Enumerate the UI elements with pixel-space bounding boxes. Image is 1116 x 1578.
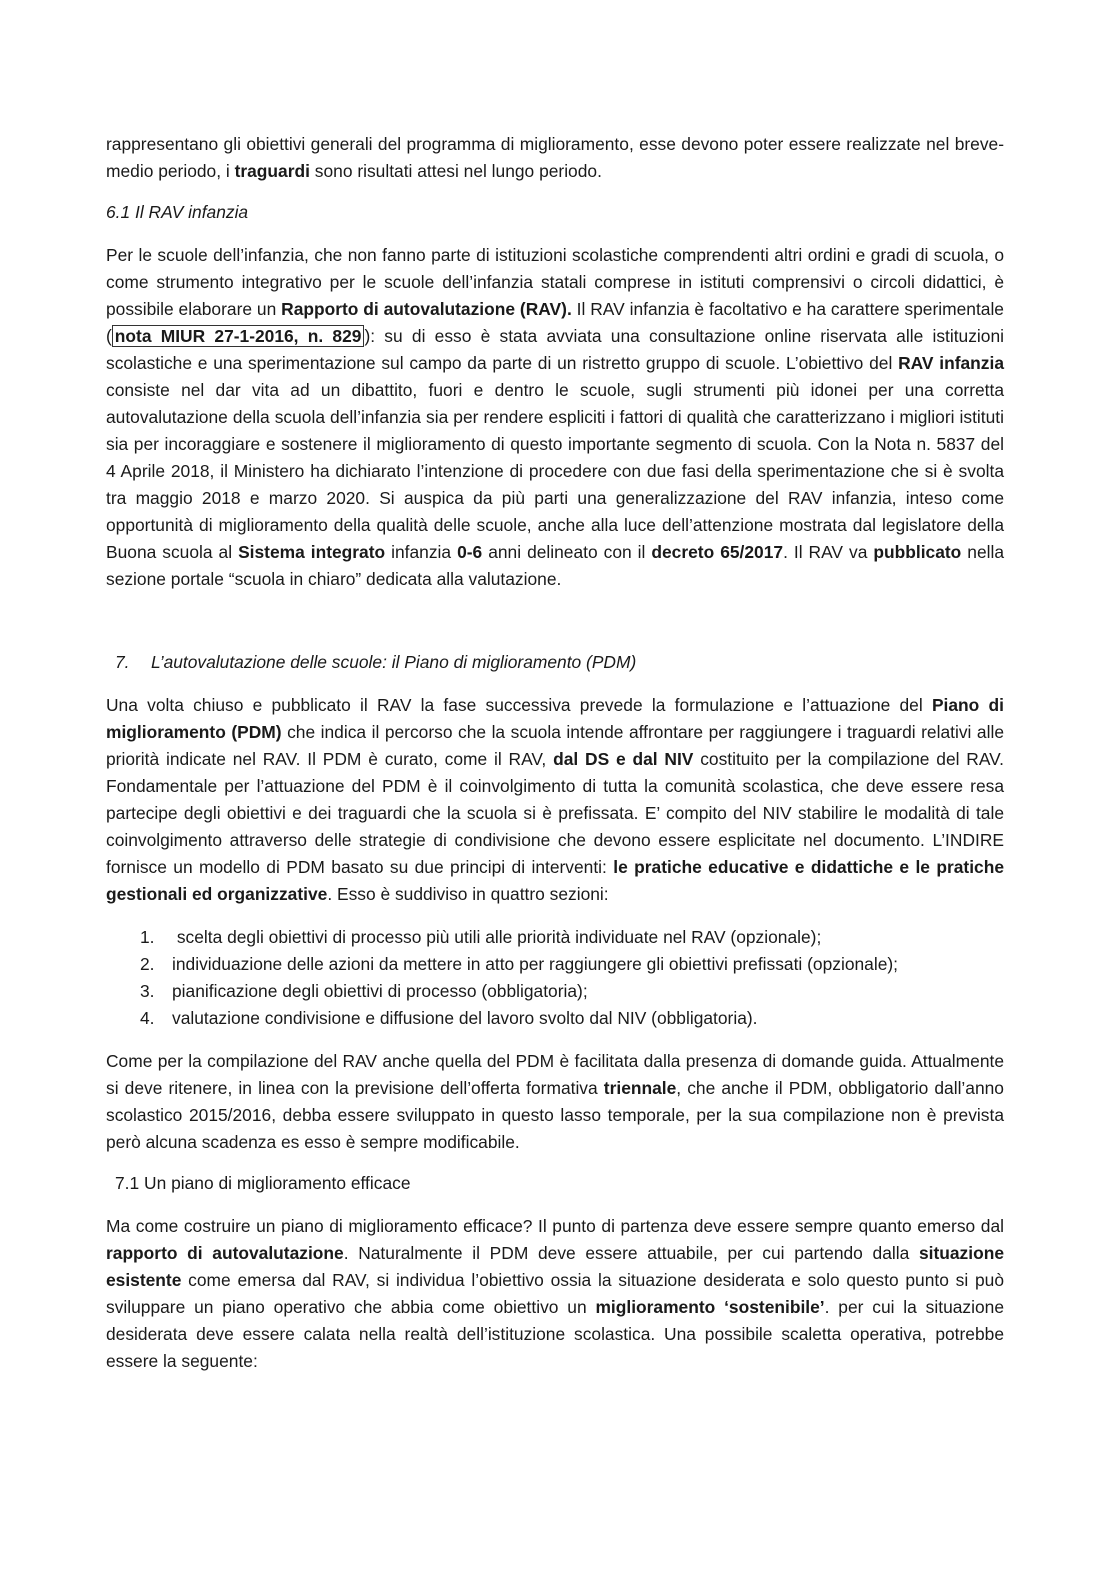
text-run: anni delineato con il [482,542,652,562]
intro-text: sono risultati attesi nel lungo periodo. [309,161,602,181]
document-page [106,131,1004,1375]
section-title: L’autovalutazione delle scuole: il Piano di miglioramento (PDM) [151,652,637,672]
section-6-1-paragraph [106,242,1004,593]
list-number: 2. [140,954,155,974]
bold-run: rapporto di autovalutazione [106,1243,344,1263]
bold-run: Piano di miglioramento (PDM) [106,695,1004,742]
note-reference-link[interactable]: nota MIUR 27-1-2016, n. 829 [112,325,365,347]
text-run: costituito per la compilazione del RAV. Fondamentale per l’attuazione del PDM è il coinvolgimento di tutta la comunità scolastica, che deve essere resa partecipe degli obiettivi e dei traguardi che la scuola si è prefissata. E’ compito del NIV stabilire le modalità di tale coinvolgimento attraverso delle strategie di condivisione che devono essere esplicitate nel documento. L’INDIRE fornisce un modello di PDM basato su due principi di interventi: [106,749,1004,877]
list-item [140,951,1004,978]
text-run: ): su di esso è stata avviata una consultazione online riservata alle istituzioni scolastiche e una sperimentazione sul campo da parte di un ristretto gruppo di scuole. L’obiettivo del [106,326,1004,373]
section-number: 7. [115,652,130,672]
bold-run: triennale [603,1078,677,1098]
intro-bold: traguardi [234,161,310,181]
section-7-heading [106,649,1004,676]
text-run: Ma come costruire un piano di miglioramento efficace? Il punto di partenza deve essere sempre quanto emerso dal [106,1216,1004,1236]
bold-run: le pratiche educative e didattiche e le pratiche gestionali ed organizzative [106,857,1004,904]
list-number: 4. [140,1008,155,1028]
text-run: Per le scuole dell’infanzia, che non fanno parte di istituzioni scolastiche comprendenti altri ordini e gradi di scuola, o come strumento integrativo per le scuole dell’infanzia statali comprese in istituti comprensivi o circoli didattici, è possibile elaborare un [106,245,1004,319]
bold-run: Rapporto di autovalutazione (RAV). [281,299,572,319]
bold-run: Sistema integrato [238,542,386,562]
text-run: . per cui la situazione desiderata deve essere calata nella realtà dell’istituzione scolastica. Una possibile scaletta operativa, potrebbe essere la seguente: [106,1297,1004,1371]
text-run: che indica il percorso che la scuola intende affrontare per raggiungere i traguardi relativi alle priorità indicate nel RAV. Il PDM è curato, come il RAV, [106,722,1004,769]
sections-list [106,924,1004,1032]
text-run: . Esso è suddiviso in quattro sezioni: [327,884,609,904]
bold-run: dal DS e dal NIV [553,749,694,769]
list-item [140,1005,1004,1032]
text-run: nella sezione portale “scuola in chiaro” dedicata alla valutazione. [106,542,1005,589]
text-run: Come per la compilazione del RAV anche quella del PDM è facilitata dalla presenza di domande guida. Attualmente si deve ritenere, in linea con la previsione dell’offerta formativa [106,1051,1004,1098]
list-item [140,924,1004,951]
section-6-1-heading: 6.1 Il RAV infanzia [106,202,249,222]
text-run: Una volta chiuso e pubblicato il RAV la fase successiva prevede la formulazione e l’attuazione del [106,695,932,715]
text-run: , che anche il PDM, obbligatorio dall’anno scolastico 2015/2016, debba essere sviluppato in questo lasso temporale, per la sua compilazione non è prevista però alcuna scadenza es esso è sempre modificabile. [106,1078,1004,1152]
section-7-paragraph-2 [106,1048,1004,1156]
text-run: come emersa dal RAV, si individua l’obiettivo ossia la situazione desiderata e solo questo punto si può sviluppare un piano operativo che abbia come obiettivo un [106,1270,1004,1317]
bold-run: RAV infanzia [898,353,1004,373]
text-run: . Naturalmente il PDM deve essere attuabile, per cui partendo dalla [343,1243,919,1263]
list-text: pianificazione degli obiettivi di processo (obbligatoria); [172,981,588,1001]
list-number: 3. [140,981,155,1001]
text-run: Il RAV infanzia è facoltativo e ha carattere sperimentale ( [106,299,1004,346]
list-number: 1. [140,927,155,947]
text-run: . Il RAV va [783,542,874,562]
bold-run: miglioramento ‘sostenibile’ [595,1297,825,1317]
section-7-1-heading: 7.1 Un piano di miglioramento efficace [115,1173,411,1193]
bold-run: situazione esistente [106,1243,1004,1290]
intro-text: rappresentano gli obiettivi generali del programma di miglioramento, esse devono poter essere realizzate nel breve-medio periodo, i [106,134,1004,181]
list-text: valutazione condivisione e diffusione del lavoro svolto dal NIV (obbligatoria). [172,1008,758,1028]
intro-paragraph [106,131,1004,185]
text-run: infanzia [385,542,458,562]
list-text: individuazione delle azioni da mettere in atto per raggiungere gli obiettivi prefissati (opzionale); [172,954,898,974]
list-item [140,978,1004,1005]
bold-run: pubblicato [873,542,962,562]
text-run: consiste nel dar vita ad un dibattito, fuori e dentro le scuole, sugli strumenti più idonei per una corretta autovalutazione della scuola dell’infanzia sia per rendere espliciti i fattori di qualità che caratterizzano i migliori istituti sia per incoraggiare e sostenere il miglioramento di questo importante segmento di scuola. Con la Nota n. 5837 del 4 Aprile 2018, il Ministero ha dichiarato l’intenzione di procedere con due fasi della sperimentazione che si è svolta tra maggio 2018 e marzo 2020. Si auspica da più parti una generalizzazione del RAV infanzia, inteso come opportunità di miglioramento della qualità delle scuole, anche alla luce dell’attenzione mostrata dal legislatore della Buona scuola al [106,380,1004,562]
section-7-1-paragraph [106,1213,1004,1375]
bold-run: decreto 65/2017 [651,542,784,562]
list-text: scelta degli obiettivi di processo più utili alle priorità individuate nel RAV (opzionale); [172,927,822,947]
bold-run: 0-6 [457,542,483,562]
section-7-paragraph [106,692,1004,908]
